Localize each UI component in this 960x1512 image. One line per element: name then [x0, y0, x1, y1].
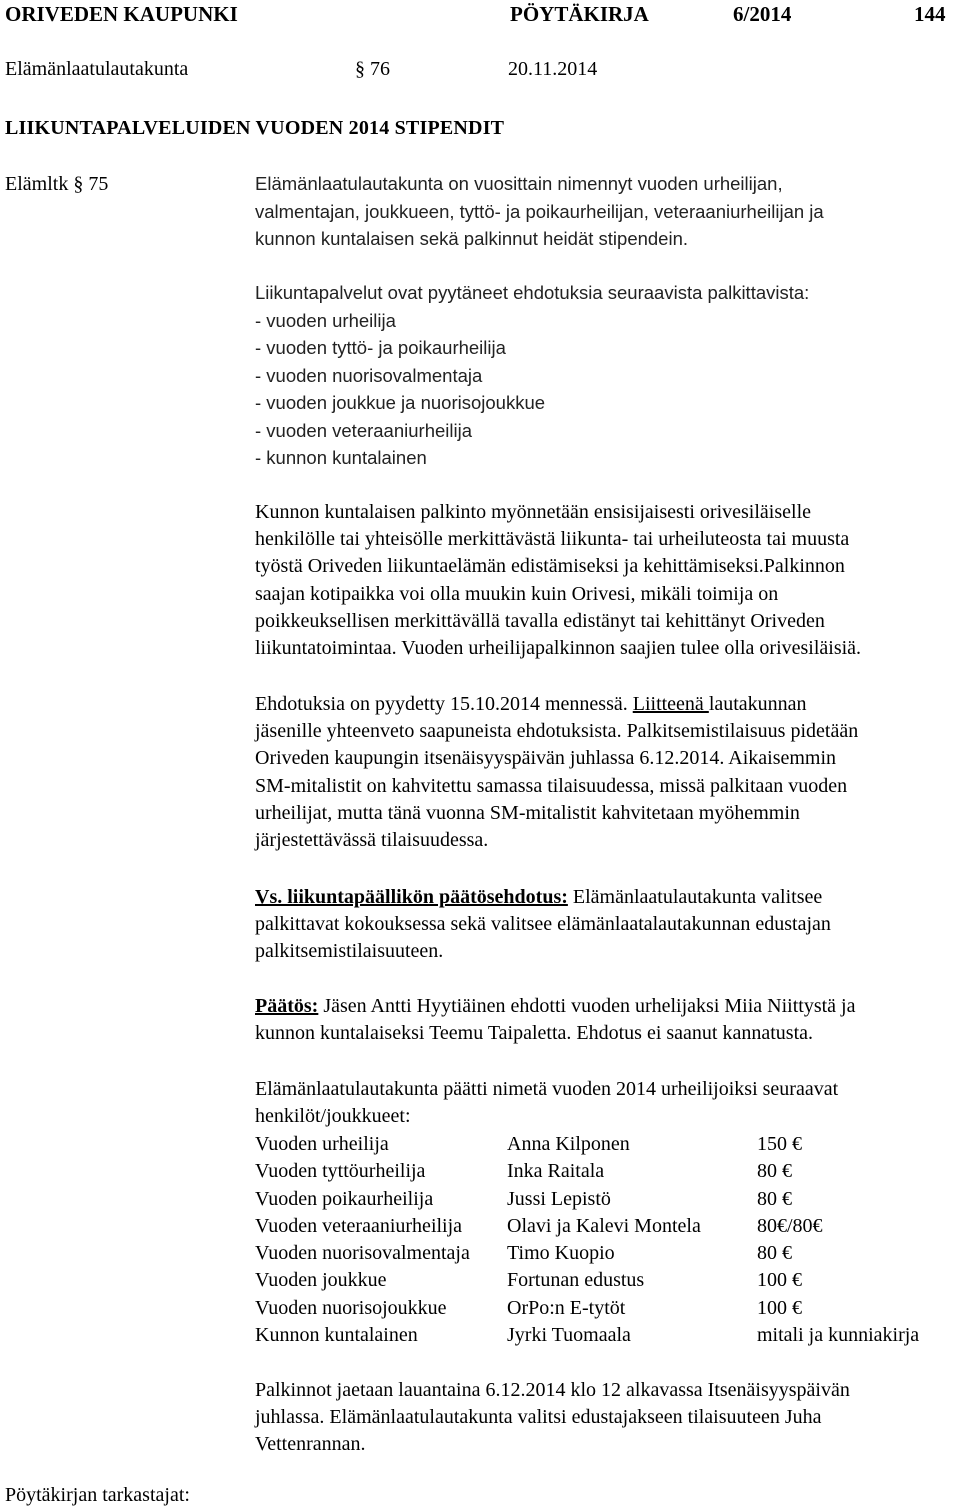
criteria-line: työstä Oriveden liikuntaelämän edistämiseksi ja kehittämiseksi.Palkinnon	[255, 555, 845, 578]
intro-line: valmentajan, joukkueen, tyttö- ja poikaurheilijan, veteraaniurheilijan ja	[255, 200, 824, 222]
proposals-line	[255, 691, 955, 718]
category-item: - vuoden veteraaniurheilija	[255, 419, 472, 441]
award-winner: Olavi ja Kalevi Montela	[507, 1214, 701, 1237]
criteria-line: saajan kotipaikka voi olla muukin kuin Orivesi, mikäli toimija on	[255, 582, 779, 605]
proposals-line: SM-mitalistit on kahvitettu samassa tilaisuudessa, missä palkitaan vuoden	[255, 774, 848, 797]
awards-intro	[255, 1076, 955, 1130]
category-item: - vuoden nuorisovalmentaja	[255, 364, 483, 386]
closing-line: Palkinnot jaetaan lauantaina 6.12.2014 klo 12 alkavassa Itsenäisyyspäivän	[255, 1379, 850, 1401]
doc-number: 6/2014	[733, 2, 792, 26]
category-item: - vuoden urheilija	[255, 309, 396, 331]
awards-intro-line: henkilöt/joukkueet:	[255, 1105, 411, 1128]
category-item: - kunnon kuntalainen	[255, 447, 427, 468]
award-prize: 80 €	[757, 1242, 792, 1265]
award-prize: 80€/80€	[757, 1214, 823, 1237]
meeting-date: 20.11.2014	[508, 58, 598, 80]
footer-checkers: Pöytäkirjan tarkastajat:	[5, 1484, 190, 1506]
award-winner: Inka Raitala	[507, 1160, 605, 1183]
table-row	[255, 1267, 957, 1294]
proposal-decision-text: Elämänlaatulautakunta valitsee	[567, 886, 823, 908]
proposals-line: Oriveden kaupungin itsenäisyyspäivän juhlassa 6.12.2014. Aikaisemmin	[255, 747, 837, 770]
award-prize: 100 €	[757, 1269, 802, 1292]
award-prize: 80 €	[757, 1187, 792, 1210]
categories-list	[255, 279, 955, 472]
award-prize: 80 €	[757, 1160, 792, 1183]
awards-table	[255, 1131, 957, 1349]
decision-paragraph	[255, 993, 955, 1047]
award-winner: Jyrki Tuomaala	[507, 1324, 631, 1347]
criteria-line: liikuntatoimintaa. Vuoden urheilijapalkinnon saajien tulee olla orivesiläisiä.	[255, 636, 862, 659]
intro-paragraph	[255, 170, 955, 253]
side-reference: Elämltk § 75	[5, 173, 109, 195]
proposal-decision	[255, 884, 955, 966]
org-name: ORIVEDEN KAUPUNKI	[5, 2, 238, 26]
table-row	[255, 1240, 957, 1267]
award-category: Vuoden tyttöurheilija	[255, 1160, 426, 1183]
award-category: Kunnon kuntalainen	[255, 1324, 418, 1347]
closing-paragraph	[255, 1377, 955, 1459]
table-row	[255, 1322, 957, 1349]
award-category: Vuoden poikaurheilija	[255, 1187, 434, 1210]
proposals-line: urheilijat, mutta tänä vuonna SM-mitalistit kahvitetaan myöhemmin	[255, 801, 800, 824]
award-winner: Fortunan edustus	[507, 1269, 645, 1292]
criteria-paragraph	[255, 499, 955, 662]
criteria-line: henkilölle tai yhteisölle merkittävästä liikunta- tai urheiluteosta tai muusta	[255, 528, 850, 551]
proposals-text: lautakunnan	[708, 693, 807, 715]
decision-line: kunnon kuntalaiseksi Teemu Taipaletta. Ehdotus ei saanut kannatusta.	[255, 1022, 813, 1045]
attachment-link[interactable]: Liitteenä	[632, 693, 709, 715]
award-winner: Timo Kuopio	[507, 1242, 615, 1265]
doc-type: PÖYTÄKIRJA	[510, 2, 649, 26]
proposal-decision-line: palkitsemistilaisuuteen.	[255, 940, 444, 963]
proposal-decision-label: Vs. liikuntapäällikön päätösehdotus:	[255, 886, 568, 908]
award-winner: Anna Kilponen	[507, 1133, 630, 1155]
proposal-decision-line: palkittavat kokouksessa sekä valitsee elämänlaatalautakunnan edustajan	[255, 913, 831, 936]
award-prize: 100 €	[757, 1296, 802, 1319]
table-row	[255, 1213, 957, 1240]
intro-line: kunnon kuntalaisen sekä palkinnut heidät stipendein.	[255, 228, 689, 249]
category-item: - vuoden joukkue ja nuorisojoukkue	[255, 392, 546, 413]
category-item: - vuoden tyttö- ja poikaurheilija	[255, 337, 506, 358]
proposal-decision-line	[255, 884, 955, 911]
proposals-line: järjestettävässä tilaisuudessa.	[255, 828, 489, 851]
award-category: Vuoden veteraaniurheilija	[255, 1214, 463, 1237]
table-row	[255, 1186, 957, 1213]
table-row	[255, 1158, 957, 1185]
award-category: Vuoden joukkue	[255, 1269, 387, 1292]
section-number: § 76	[355, 58, 390, 80]
proposals-line: jäsenille yhteenveto saapuneista ehdotuksista. Palkitsemistilaisuus pidetään	[255, 720, 859, 743]
award-winner: OrPo:n E-tytöt	[507, 1296, 626, 1319]
page-title: LIIKUNTAPALVELUIDEN VUODEN 2014 STIPENDIT	[5, 117, 505, 139]
committee-name: Elämänlaatulautakunta	[5, 58, 189, 80]
award-winner: Jussi Lepistö	[507, 1187, 611, 1210]
decision-line	[255, 993, 955, 1020]
table-row	[255, 1295, 957, 1322]
award-prize: mitali ja kunniakirja	[757, 1324, 920, 1347]
decision-label: Päätös:	[255, 995, 319, 1017]
award-prize: 150 €	[757, 1133, 802, 1155]
page-number: 144	[914, 2, 946, 26]
criteria-line: Kunnon kuntalaisen palkinto myönnetään ensisijaisesti orivesiläiselle	[255, 501, 811, 523]
closing-line: Vettenrannan.	[255, 1433, 366, 1456]
table-row	[255, 1131, 957, 1158]
closing-line: juhlassa. Elämänlaatulautakunta valitsi edustajakseen tilaisuuteen Juha	[255, 1406, 822, 1429]
award-category: Vuoden nuorisojoukkue	[255, 1296, 447, 1319]
award-category: Vuoden nuorisovalmentaja	[255, 1242, 470, 1265]
criteria-line: poikkeuksellisen merkittävällä tavalla edistänyt tai kehittänyt Oriveden	[255, 609, 825, 632]
intro-line: Elämänlaatulautakunta on vuosittain nimennyt vuoden urheilijan,	[255, 173, 783, 194]
proposals-text: Ehdotuksia on pyydetty 15.10.2014 mennessä.	[255, 693, 633, 715]
decision-text: Jäsen Antti Hyytiäinen ehdotti vuoden urhelijaksi Miia Niittystä ja	[318, 995, 856, 1017]
proposals-paragraph	[255, 691, 955, 854]
awards-intro-line: Elämänlaatulautakunta päätti nimetä vuoden 2014 urheilijoiksi seuraavat	[255, 1078, 839, 1100]
award-category: Vuoden urheilija	[255, 1133, 389, 1155]
categories-intro: Liikuntapalvelut ovat pyytäneet ehdotuksia seuraavista palkittavista:	[255, 282, 810, 303]
